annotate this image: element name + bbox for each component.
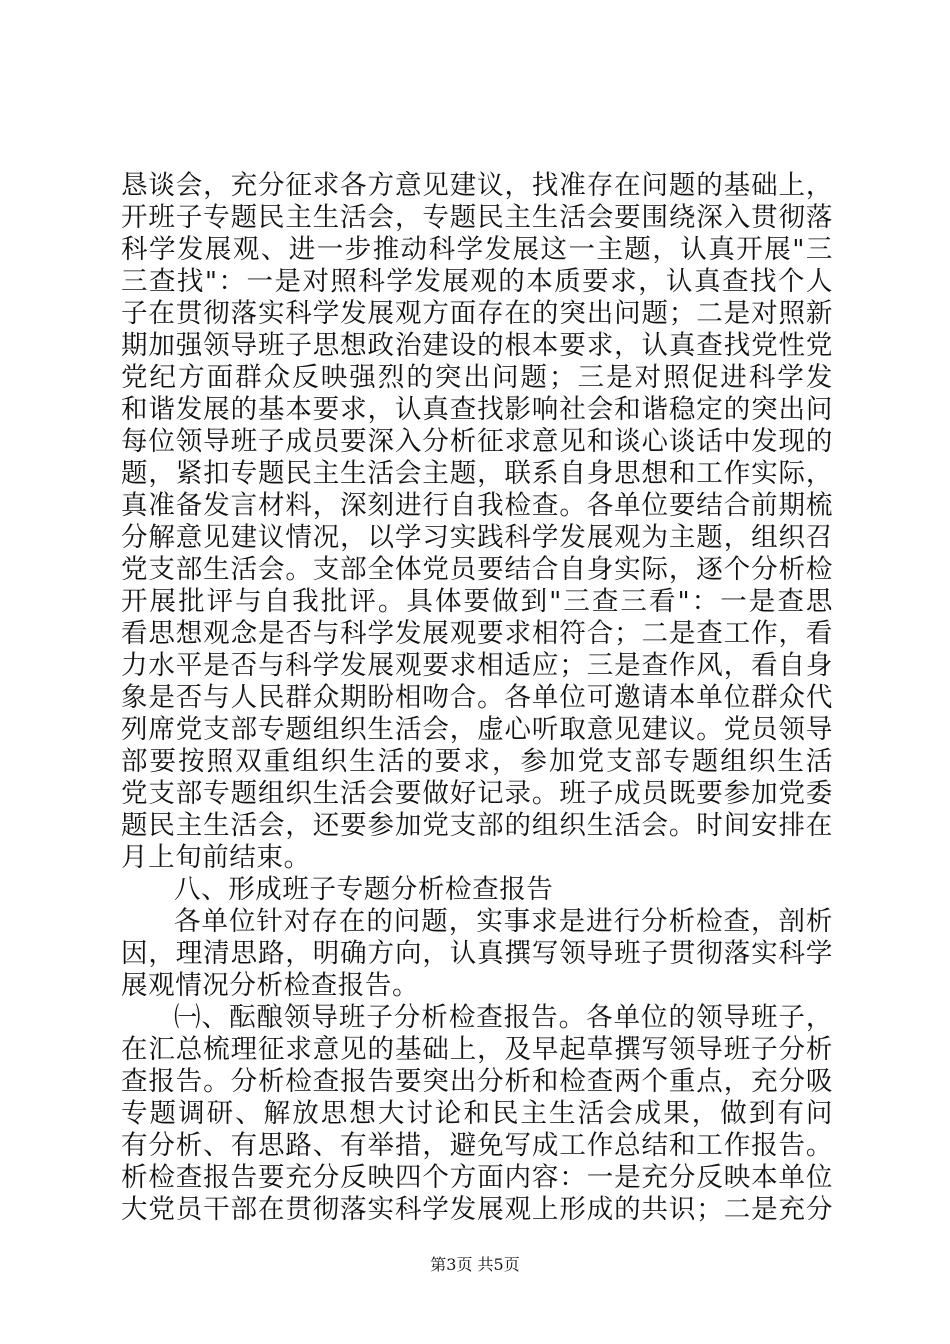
text-line: 大党员干部在贯彻落实科学发展观上形成的共识；二是充分 — [121, 1194, 833, 1225]
text-line: ㈠、酝酿领导班子分析检查报告。各单位的领导班子， — [174, 1002, 833, 1033]
text-line: 党支部生活会。支部全体党员要结合自身实际，逐个分析检 — [121, 554, 833, 585]
text-line: 真准备发言材料，深刻进行自我检查。各单位要结合前期梳 — [121, 490, 833, 521]
page-number: 第3页 共5页 — [430, 1255, 520, 1274]
text-line: 专题调研、解放思想大讨论和民主生活会成果，做到有问 — [121, 1098, 833, 1129]
text-line: 题，紧扣专题民主生活会主题，联系自身思想和工作实际， — [121, 458, 833, 489]
text-line: 开展批评与自我批评。具体要做到"三查三看"：一是查思 — [121, 586, 833, 617]
text-line: 有分析、有思路、有举措，避免写成工作总结和工作报告。 — [121, 1130, 833, 1161]
text-line: 开班子专题民主生活会，专题民主生活会要围绕深入贯彻落 — [121, 202, 833, 233]
text-line: 和谐发展的基本要求，认真查找影响社会和谐稳定的突出问 — [121, 394, 833, 425]
text-line: 象是否与人民群众期盼相吻合。各单位可邀请本单位群众代 — [121, 682, 833, 713]
text-line: 科学发展观、进一步推动科学发展这一主题，认真开展"三 — [121, 234, 833, 265]
text-line: 析检查报告要充分反映四个方面内容：一是充分反映本单位 — [121, 1162, 833, 1193]
text-line: 在汇总梳理征求意见的基础上，及早起草撰写领导班子分析 — [121, 1034, 833, 1065]
text-line: 月上旬前结束。 — [121, 842, 311, 873]
text-line: 看思想观念是否与科学发展观要求相符合；二是查工作，看 — [121, 618, 833, 649]
text-line: 各单位针对存在的问题，实事求是进行分析检查，剖析 — [174, 906, 833, 937]
text-line: 期加强领导班子思想政治建设的根本要求，认真查找党性党 — [121, 330, 833, 361]
text-line: 部要按照双重组织生活的要求，参加党支部专题组织生活 — [121, 746, 833, 777]
text-line: 分解意见建议情况，以学习实践科学发展观为主题，组织召 — [121, 522, 833, 553]
text-line: 查报告。分析检查报告要突出分析和检查两个重点，充分吸 — [121, 1066, 833, 1097]
text-line: 列席党支部专题组织生活会，虚心听取意见建议。党员领导 — [121, 714, 833, 745]
section-heading: 八、形成班子专题分析检查报告 — [174, 874, 554, 905]
text-line: 党纪方面群众反映强烈的突出问题；三是对照促进科学发 — [121, 362, 833, 393]
text-line: 党支部专题组织生活会要做好记录。班子成员既要参加党委 — [121, 778, 833, 809]
text-line: 因，理清思路，明确方向，认真撰写领导班子贯彻落实科学 — [121, 938, 833, 969]
text-line: 子在贯彻落实科学发展观方面存在的突出问题；二是对照新 — [121, 298, 833, 329]
text-line: 展观情况分析检查报告。 — [121, 970, 420, 1001]
body-text — [121, 170, 833, 1226]
text-line: 三查找"：一是对照科学发展观的本质要求，认真查找个人 — [121, 266, 833, 297]
text-line: 恳谈会，充分征求各方意见建议，找准存在问题的基础上， — [121, 170, 833, 201]
text-line: 题民主生活会，还要参加党支部的组织生活会。时间安排在 — [121, 810, 833, 841]
text-line: 力水平是否与科学发展观要求相适应；三是查作风，看自身 — [121, 650, 833, 681]
text-line: 每位领导班子成员要深入分析征求意见和谈心谈话中发现的 — [121, 426, 833, 457]
